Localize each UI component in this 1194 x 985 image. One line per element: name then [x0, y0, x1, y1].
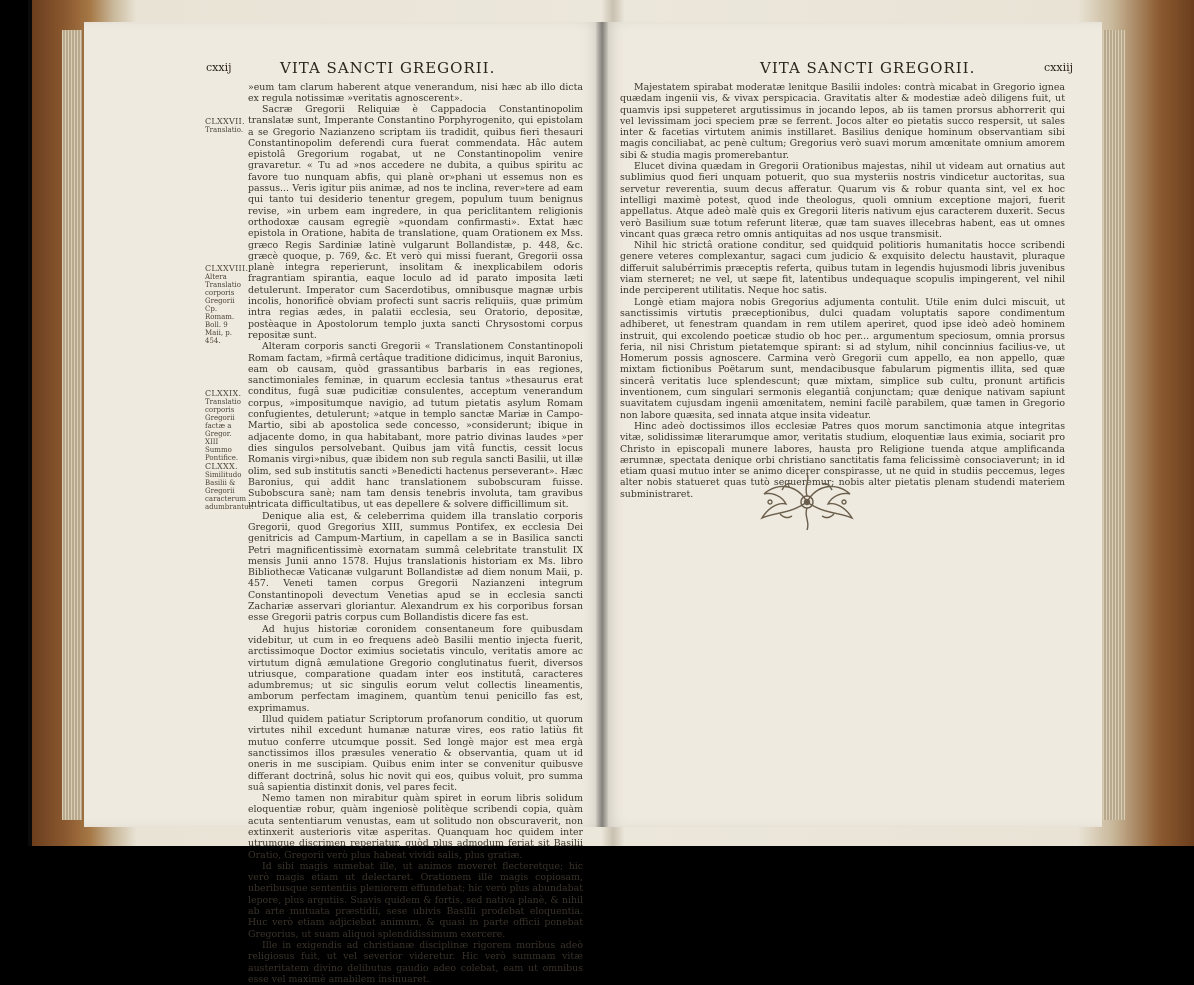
margin-note-text: Similitudo Basilii & Gregorii caracterum adumbrantur.	[205, 471, 254, 511]
left-paragraph: Ad hujus historiæ coronidem consentaneum fore quibusdam videbitur, ut cum in eo frequens adeò Basilii mentio injecta fuerit, arctissimoque Doctor eximius societatis vinculo, veritatis amore ac virtutum dignâ æmulatione Gregorio conglutinatus fuerit, diversos utriusque, comparatione quadam inter eos institutâ, caracteres adumbremus; ut sic singulis eorum velut collectis lineamentis, amborum perfectam imaginem, quantùm tenui penicillo fas est, exprimamus.	[248, 623, 583, 714]
right-page-edges	[1103, 30, 1125, 820]
left-paragraph: Alteram corporis sancti Gregorii « Translationem Constantinopoli Romam factam, »firmâ certâque traditione didicimus, inquit Baronius, eam ob causam, quòd grassantibus barbaris in eas regiones, sanctimoniales feminæ, in quarum ecclesia tantus »thesaurus erat conditus, fugâ suæ pudicitiæ consulentes, acceptum venerandum corpus, »impositumque navigio, ad tutum pietatis asylum Romam confugientes, detulerunt; »atque in templo sanctæ Mariæ in Campo-Martio, sibi ab apostolica sede concesso, »considerunt; ibique in adjacente domo, in qua habitabant, more patrio divinas laudes »per dies singulos persolvebant. Quibus jam vitâ functis, cessit locus Romanis virgi»nibus, quæ ibidem non sub regula sancti Basilii, ut illæ olim, sed sub institutis sancti »Benedicti hactenus perseverant». Hæc Baronius, qui addit hanc translationem subobscuram fuisse. Subobscura sanè; nam tam densis tenebris involuta, tam gravibus intricata difficultatibus, ut eas depellere & solvere difficillimum sit.	[248, 341, 583, 511]
left-paragraph: Ille in exigendis ad christianæ disciplinæ rigorem moribus adeò religiosus fuit, ut vel severior videretur. Hic verò summam vitæ austeritatem divino delibutus gaudio adeo colebat, eam ut omnibus esse vel maximè amabilem insinuaret.	[248, 939, 583, 985]
left-paragraph: Nemo tamen non mirabitur quàm spiret in eorum libris solidum eloquentiæ robur, quàm ingeniosè politèque scribendi copia, quàm acuta sententiarum venustas, eam ut solitudo non obscuraverit, non extinxerit austerioris vitæ asperitas. Quanquam hoc quidem inter utrumque discrimen reperiatur, quòd plus admodum feriat sit Basilii Oratio, Gregorii verò plus habeat vividi salis, plus gratiæ.	[248, 793, 583, 861]
margin-note	[205, 462, 254, 519]
left-paragraph: Id sibi magis sumebat ille, ut animos moveret flecteretque; hic verò magis etiam ut delectaret. Orationem ille magis copiosam, uberibusque sententiis pleniorem effundebat; hic verò plus abundabat lepore, plus argutiis. Suavis quidem & fortis, sed nativa planè, & nihil ab arte mutuata præstidii, sese ubivis Basilii prodebat eloquentia. Huc verò etiam adjiciebat animum, & quasi in parte officii ponebat Gregorius, ut suam aliquoi splendidissimum exercere.	[248, 860, 583, 940]
left-page-body	[248, 104, 583, 985]
right-folio: cxxiij	[1044, 61, 1074, 74]
right-paragraph: Elucet divina quædam in Gregorii Orationibus majestas, nihil ut videam aut ornatius aut sublimius quod fieri unquam potuerit, quo sua mysteriis nostris vindicetur auctoritas, sua servetur reverentia, suum decus afferatur. Quarum vis & robur quanta sint, vel ex hoc intelligi maximè potest, quod inde theologus, quoli omnium exceptione majori, fuerit appellatus. Atque adeò malè quis ex Gregorii literis nativum ejus caracterem duxerit. Secus verò Basilium suæ totum referunt literæ, quæ tam suaves illecebras habent, eas ut omnes vincant quas græca retro omnis antiquitas ad nos usque transmisit.	[620, 161, 1065, 240]
margin-note-text: Translatio corporis Gregorii factæ a Gregor. XIII Summo Pontifice.	[205, 398, 241, 462]
margin-note	[205, 264, 249, 345]
left-opening-text	[248, 82, 583, 106]
book-gutter	[596, 22, 608, 827]
right-paragraph: Longè etiam majora nobis Gregorius adjumenta contulit. Utile enim dulci miscuit, ut sanctissimis virtutis præceptionibus, dulci quadam voluptatis sapore condimentum adhiberet, ut fenestram quandam in rem utilem aperiret, quod ipse ideò adeò hominem instruit, qui excolendo poeticæ studio ob hoc per... argumentum speciosum, omnia prorsus feria, nil nisi Christum pietatemque spirant: si ad stylum, nihil concinnius facilius-ve, ut Homerum possis agnoscere. Carmina verò Gregorii cum appello, ea non appello, quæ mixtam fictionibus Poëtarum sunt, mendacibusque fabularum pigmentis illita, sed quæ sincerâ veritatis luce splendescunt; quæ mixtam, simplice sub cultu, pronunt artificis inventionem, cum singulari sermonis elegantiâ conjunctam; quæ denique nativam sapiunt suavitatem cujusdam ingenii amœnitatem, nemini facilè parabilem, quæ tamen in Gregorio non labore quæsita, sed innata atque insita videatur.	[620, 296, 1065, 421]
right-paragraph: Hinc adeò doctissimos illos ecclesiæ Patres quos morum sanctimonia atque integritas vitæ, solidissimæ literarumque amor, veritatis studium, eloquentiæ laus eximia, sociarit pro Christo in episcopali munere labores, hausta pro Religione tuenda atque amplificanda ærumnæ, spectata denique orbi christiano sanctitatis fama felicissimè consociaverunt; in id etiam quasi mutuo inter se animo dicerer conspirasse, ut ne quid in studiis peccemus, leges alter nobis statueret quas tutò sequeremur; nobis alter pietatis plenam studendi materiem subministraret.	[620, 420, 1065, 500]
left-paragraph: Sacræ Gregorii Reliquiæ è Cappadocia Constantinopolim translatæ sunt, Imperante Constantino Porphyrogenito, qui epistolam a se Gregorio Nazianzeno scriptam iis tradidit, quibus fieri thesauri Constantinopolim deferendi cura fuerat commendata. Hâc autem epistolâ Gregorium rogabat, ut ne Constantinopolim venire gravaretur. « Tu ad »nos accedere ne dubita, a quibus spiritu ac favore tuo nunquam abfis, qui planè or»phani ut essemus non es passus... Veris igitur piis animæ, ad nos te inclina, rever»tere ad eam qui tanto tui desiderio tenentur gregem, populum tuum benignus revise, »in urbem eam ingredere, in qua periclitantem religionis orthodoxæ causam egregiè »quondam confirmasti». Extat hæc epistola in Oratione, habita de translatione, quam Orationem ex Mss. græco Regis Sardiniæ latinè vulgarunt Bollandistæ, p. 448, &c. græcè quoque, p. 769, &c. Et verò qui missi fuerant, Gregorii ossa planè integra reperierunt, insolitam & inexplicabilem odoris fragrantiam spirantia, eaque loculo ad id parato imposita læti detulerunt. Imperator cum Sacerdotibus, omnibusque magnæ urbis incolis, honorificè obviam profecti sunt sacris reliquiis, quæ primùm intra regias ædes, in palatii ecclesia, seu Oratorio, depositæ, postèaque in Apostolorum templo juxta sancti Chrysostomi corpus repositæ sunt.	[248, 104, 583, 341]
margin-note	[205, 389, 245, 462]
margin-note	[205, 118, 245, 140]
right-page-body	[620, 82, 1065, 500]
left-paragraph: Illud quidem patiatur Scriptorum profanorum conditio, ut quorum virtutes nihil excedunt humanæ naturæ vires, eos ratio latiùs fit mutuo conferre utcumque possit. Sed longè major est mea ergà sanctissimos illos præsules veneratio & observantia, quam ut id oneris in me suscipiam. Quibus enim inter se convenitur quibusve differant doctrinâ, solus hic novit qui eos, quibus voluit, pro summa suâ sapientia distinxit donis, vel pares fecit.	[248, 714, 583, 793]
left-opening-line: »eum tam clarum haberent atque venerandum, nisi hæc ab illo dicta ex regula notissimæ »veritatis agnoscerent».	[248, 82, 583, 105]
left-folio: cxxij	[206, 61, 232, 74]
margin-note-text: Translatio.	[205, 126, 244, 134]
left-page-edges	[62, 30, 82, 820]
margin-note-number: CLXXVII.	[205, 117, 245, 126]
right-paragraph: Nihil hic strictâ oratione conditur, sed quidquid politioris humanitatis hocce scribendi genere veteres complexantur, sagaci cum judicio & exquisito delectu haustavit, pluraque differuit salubérrimis præceptis referta, quibus tutam in legendis hujusmodi libris juvenibus viam sterneret; ne vel, ut sæpe fit, latentibus undequaque scopulis impingerent, vel nihil inde perciperent utilitatis. Neque hoc satis.	[620, 240, 1065, 297]
floral-tailpiece-ornament	[752, 472, 862, 532]
right-paragraph: Majestatem spirabat moderatæ lenitque Basilii indoles: contrà micabat in Gregorio ignea quædam ingenii vis, & vivax perspicacia. Gravitatis alter & modestiæ adeò diligens fuit, ut quamvis ipsi suppeteret argutissimus in jocando lepos, ab iis tamen prorsus abhorrerit qui vel levissimam joci speciem præ se ferrent. Jocos alter eo pietatis succo respersit, ut sales inter & facetias virtutem animis instillaret. Basilius denique hominum observantiam sibi magis conciliabat, ac penè cultum; Gregorius verò suavi morum amœnitate omnium amorem sibi & studia magis promerebantur.	[620, 82, 1065, 161]
margin-note-text: Altera Translatio corporis Gregorii Cp. Romam. Boll. 9 Maii, p. 454.	[205, 273, 241, 345]
margin-note-number: CLXXX.	[205, 462, 238, 471]
margin-note-number: CLXXVIII.	[205, 264, 249, 273]
right-running-head: VITA SANCTI GREGORII.	[760, 59, 976, 77]
left-running-head: VITA SANCTI GREGORII.	[280, 59, 496, 77]
left-paragraph: Denique alia est, & celeberrima quidem illa translatio corporis Gregorii, quod Gregorius XIII, summus Pontifex, ex ecclesia Dei genitricis ad Campum-Martium, in capellam a se in Basilica sancti Petri magnificentissimè exornatam summâ celebritate transtulit IX mensis Junii anno 1578. Hujus translationis historiam ex Ms. libro Bibliothecæ Vaticanæ vulgarunt Bollandistæ ad diem nonum Maii, p. 457. Veneti tamen corpus Gregorii Nazianzeni integrum Constantinopoli devectum Venetias apud se in ecclesia sancti Zachariæ asservari gloriantur. Alexandrum ex his corporibus forsan esse Gregorii patris corpus cum Bollandistis dicere fas est.	[248, 510, 583, 624]
margin-note-number: CLXXIX.	[205, 389, 242, 398]
